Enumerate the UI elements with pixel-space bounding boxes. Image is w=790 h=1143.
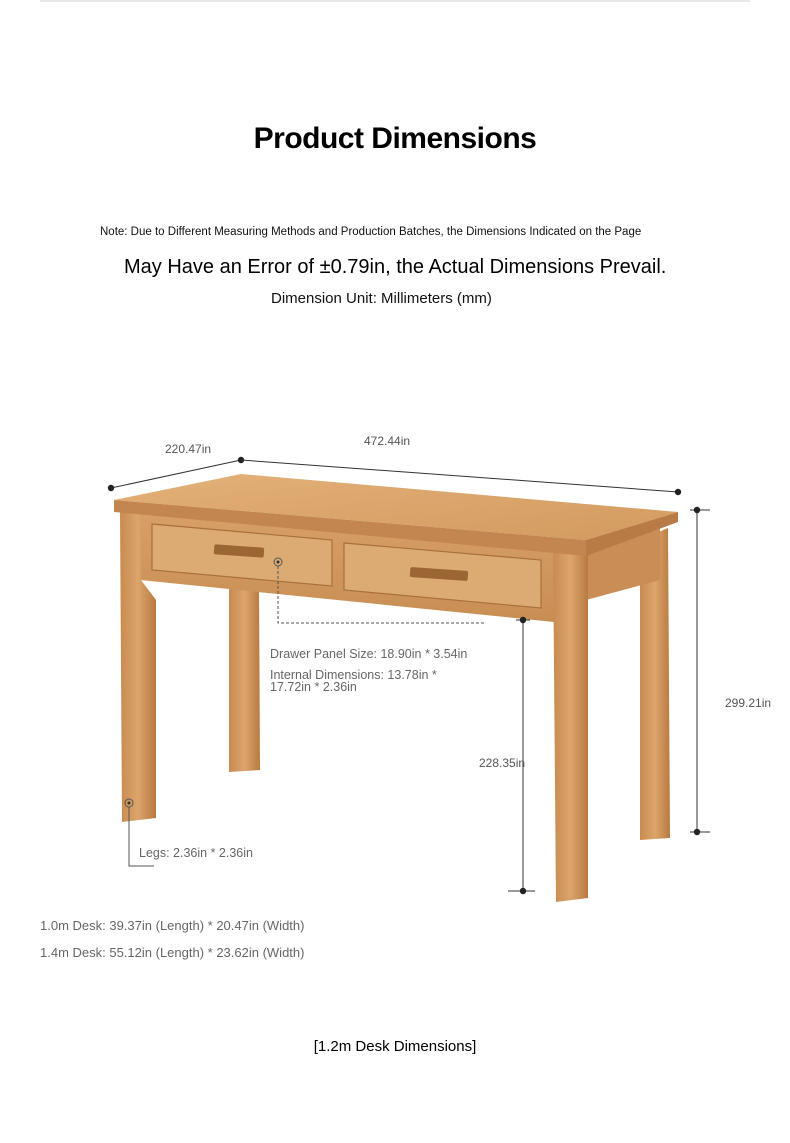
page-title: Product Dimensions — [253, 122, 537, 155]
error-note: May Have an Error of ±0.79in, the Actual Dimensions Prevail. — [124, 256, 667, 278]
spec-1m-desk: 1.0m Desk: 39.37in (Length) * 20.47in (Width) — [40, 918, 305, 933]
length-label: 472.44in — [364, 434, 411, 448]
internal-dimensions-line1: Internal Dimensions: 13.78in * — [270, 668, 437, 682]
internal-dimensions-line2: 17.72in * 2.36in — [270, 680, 357, 694]
unit-note: Dimension Unit: Millimeters (mm) — [271, 290, 492, 307]
height-label: 299.21in — [725, 696, 772, 710]
figure-caption: [1.2m Desk Dimensions] — [313, 1038, 477, 1055]
measurement-note: Note: Due to Different Measuring Methods and Production Batches, the Dimensions Indicated on the Page — [100, 226, 642, 238]
desk-leg-front-right — [553, 548, 588, 902]
desk-leg-back-left — [229, 585, 260, 772]
legs-label: Legs: 2.36in * 2.36in — [139, 846, 253, 860]
depth-label: 220.47in — [165, 442, 212, 456]
drawer-panel-label: Drawer Panel Size: 18.90in * 3.54in — [270, 647, 468, 661]
spec-1-4m-desk: 1.4m Desk: 55.12in (Length) * 23.62in (Width) — [40, 945, 305, 960]
leg-height-label: 228.35in — [479, 756, 526, 770]
